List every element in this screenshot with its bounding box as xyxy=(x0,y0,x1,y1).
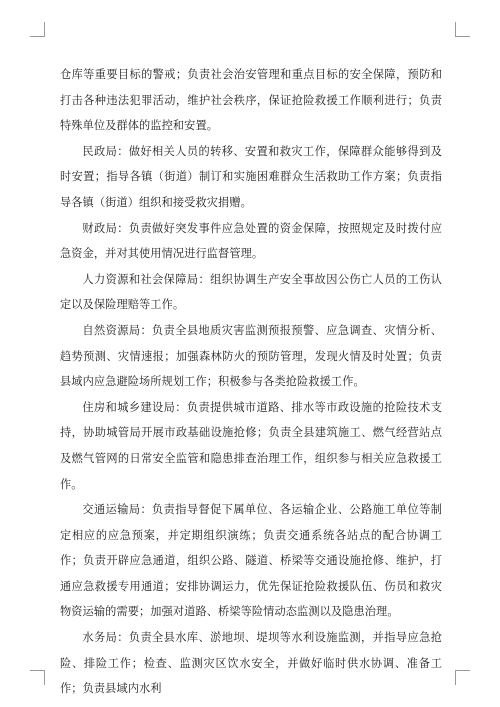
paragraph-continuation: 仓库等重要目标的警戒；负责社会治安管理和重点目标的安全保障，预防和打击各种违法犯罪活动，维护社会秩序，保证抢险救援工作顺利进行；负责特殊单位及群体的监控和安置。 xyxy=(60,68,442,133)
paragraph-natural-resources: 自然资源局：负责全县地质灾害监测预报预警、应急调查、灾情分析、趋势预测、灾情速报；加强森林防火的预防管理，发现火情及时处置；负责县域内应急避险场所规划工作；积极参与各类抢险救援工作。 xyxy=(60,323,442,389)
paragraph-finance: 财政局：负责做好突发事件应急处置的资金保障，按照规定及时拨付应急资金，并对其使用情况进行监督管理。 xyxy=(60,221,442,261)
paragraph-civil-affairs: 民政局：做好相关人员的转移、安置和救灾工作，保障群众能够得到及时安置；指导各镇（街道）制订和实施困难群众生活救助工作方案；负责指导各镇（街道）组织和接受救灾捐赠。 xyxy=(60,144,442,209)
paragraph-human-resources: 人力资源和社会保障局：组织协调生产安全事故因公伤亡人员的工伤认定以及保险理赔等工作。 xyxy=(60,272,442,312)
crop-mark-bottom-right xyxy=(455,670,470,685)
paragraph-water-affairs: 水务局：负责全县水库、淤地坝、堤坝等水利设施监测，并指导应急抢险、排险工作；检查、监测灾区饮水安全，并做好临时供水协调、准备工作；负责县域内水利 xyxy=(60,631,442,696)
crop-mark-bottom-left xyxy=(30,670,45,685)
crop-mark-top-right xyxy=(455,22,470,37)
crop-mark-top-left xyxy=(30,22,45,37)
document-body xyxy=(60,62,442,702)
paragraph-transport: 交通运输局：负责指导督促下属单位、各运输企业、公路施工单位等制定相应的应急预案，并定期组织演练；负责交通系统各站点的配合协调工作；负责开辟应急通道，组织公路、隧道、桥梁等交通设施抢修、维护，打通应急救援专用通道；安排协调运力，优先保证抢险救援队伍、伤员和救灾物资运输的需要；加强对道路、桥梁等险情动态监测以及隐患治理。 xyxy=(60,503,442,619)
paragraph-housing-construction: 住房和城乡建设局：负责提供城市道路、排水等市政设施的抢险技术支持，协助城管局开展市政基础设施抢修；负责全县建筑施工、燃气经营站点及燃气管网的日常安全监管和隐患排查治理工作，组织参与相关应急救援工作。 xyxy=(60,400,442,491)
